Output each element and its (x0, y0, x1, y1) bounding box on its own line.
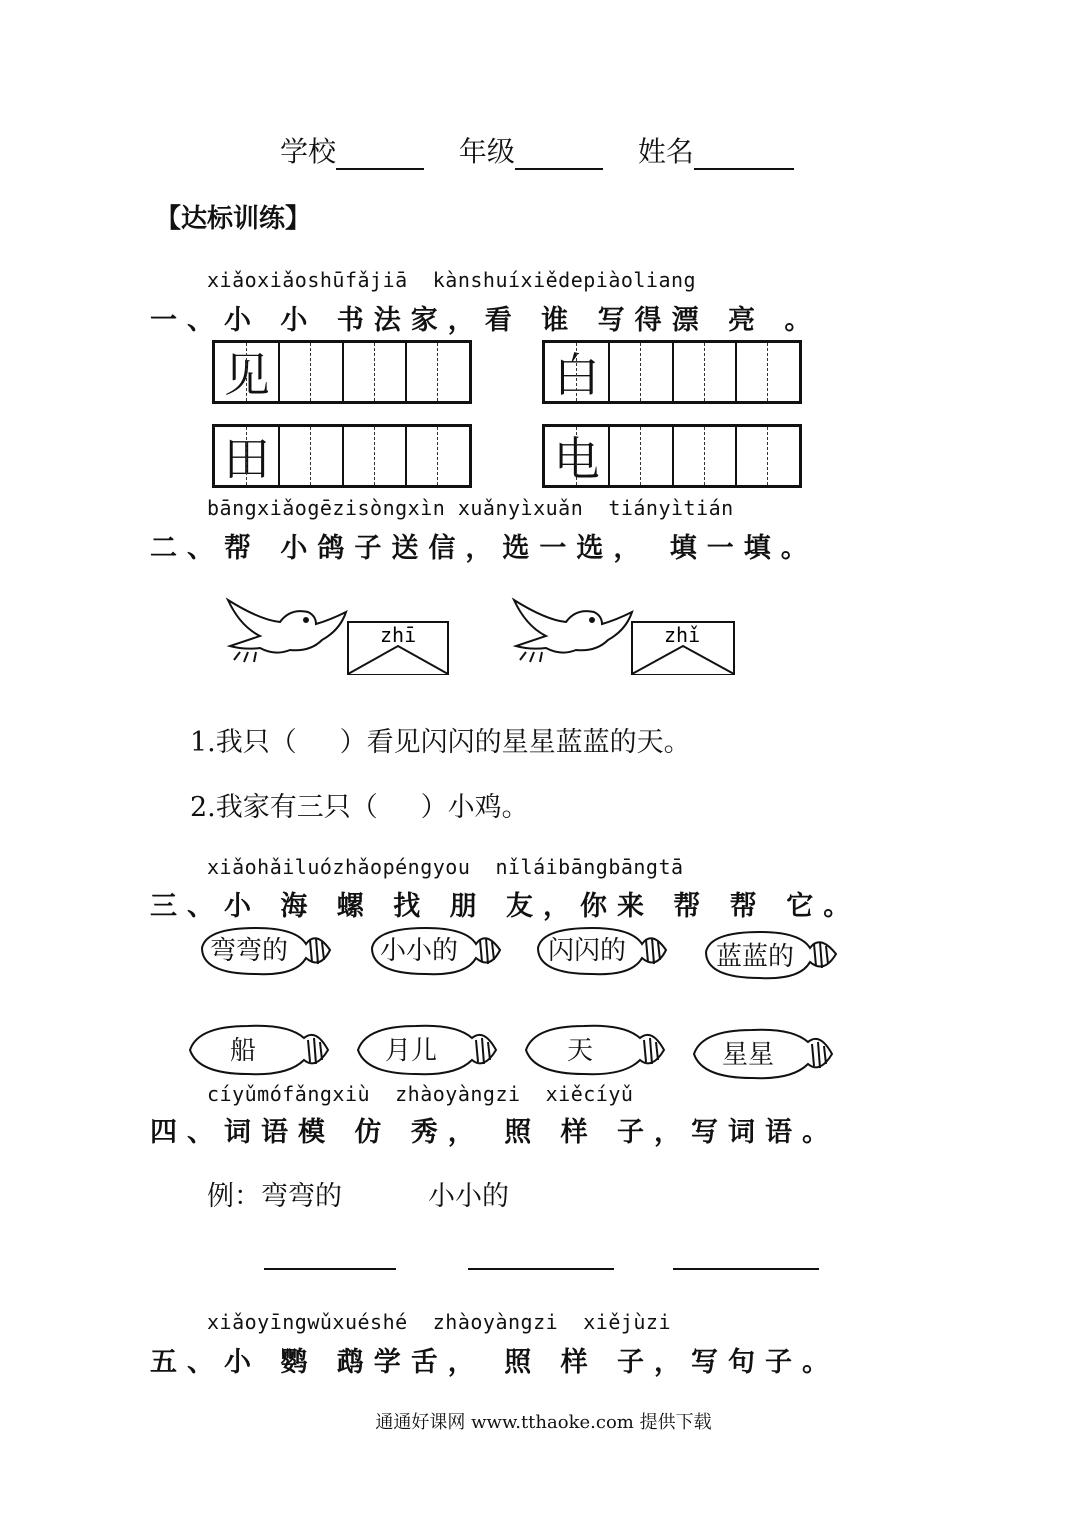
envelope-label: zhī (380, 623, 417, 647)
grade-blank[interactable] (515, 140, 603, 170)
q4-pinyin: cíyǔmófǎngxiù zhàoyàngzi xiěcíyǔ (207, 1082, 634, 1106)
q2-sentence-1: 1.我只（ ）看见闪闪的星星蓝蓝的天。 (190, 727, 691, 758)
shell-icon (190, 1026, 328, 1074)
q3-pinyin: xiǎohǎiluózhǎopéngyou nǐláibāngbāngtā (207, 855, 684, 879)
writing-grid-2[interactable] (542, 340, 802, 404)
shell-word[interactable]: 闪闪的 (548, 936, 627, 966)
q4-example-1: 例：弯弯的 (207, 1181, 342, 1212)
q5-pinyin: xiǎoyīngwǔxuéshé zhàoyàngzi xiějùzi (207, 1310, 672, 1334)
model-char: 见 (215, 343, 278, 401)
dove-envelope-2 (506, 590, 746, 680)
dove-icon (228, 600, 346, 662)
dove-icon (514, 600, 632, 662)
q2-sentence-2: 2.我家有三只（ ）小鸡。 (190, 792, 529, 823)
writing-grid-3[interactable] (212, 424, 472, 488)
school-blank[interactable] (336, 140, 424, 170)
model-char: 电 (545, 427, 608, 485)
q2-title: 二、帮 小鸽子送信，选一选， 填一填。 (150, 533, 818, 564)
name-label: 姓名 (637, 135, 694, 168)
writing-grid-1[interactable] (212, 340, 472, 404)
school-label: 学校 (280, 135, 337, 168)
q4-title: 四、词语模 仿 秀， 照 样 子，写词语。 (150, 1117, 839, 1148)
shell-word[interactable]: 弯弯的 (210, 936, 289, 966)
model-char: 白 (545, 343, 608, 401)
answer-line-3[interactable] (673, 1268, 819, 1270)
model-char: 田 (215, 427, 278, 485)
dove-envelope-1 (220, 590, 460, 680)
answer-line-1[interactable] (264, 1268, 396, 1270)
shell-word[interactable]: 天 (567, 1036, 594, 1066)
name-blank[interactable] (694, 140, 794, 170)
shell-word[interactable]: 船 (230, 1036, 257, 1066)
answer-line-2[interactable] (468, 1268, 614, 1270)
shell-word[interactable]: 星星 (722, 1040, 775, 1070)
q3-title: 三、小 海 螺 找 朋 友，你来 帮 帮 它。 (150, 891, 861, 922)
q1-title: 一、小 小 书法家，看 谁 写得漂 亮 。 (150, 305, 822, 336)
shell-word[interactable]: 月儿 (385, 1036, 438, 1066)
envelope-label: zhǐ (664, 623, 701, 647)
shell-word[interactable]: 小小的 (380, 936, 459, 966)
shell-icon (526, 1026, 664, 1074)
shell-word[interactable]: 蓝蓝的 (716, 942, 795, 972)
footer: 通通好课网 www.tthaoke.com 提供下载 (375, 1412, 712, 1433)
q1-pinyin: xiǎoxiǎoshūfǎjiā kànshuíxiědepiàoliang (207, 268, 697, 292)
header-fields (280, 130, 794, 170)
q5-title: 五、小 鹦 鹉学舌， 照 样 子，写句子。 (150, 1347, 839, 1378)
writing-grid-4[interactable] (542, 424, 802, 488)
section-tag: 【达标训练】 (155, 204, 312, 234)
q4-example-2: 小小的 (428, 1181, 509, 1212)
q2-pinyin: bāngxiǎogēzisòngxìn xuǎnyìxuǎn tiányìtián (207, 496, 734, 520)
grade-label: 年级 (458, 135, 515, 168)
